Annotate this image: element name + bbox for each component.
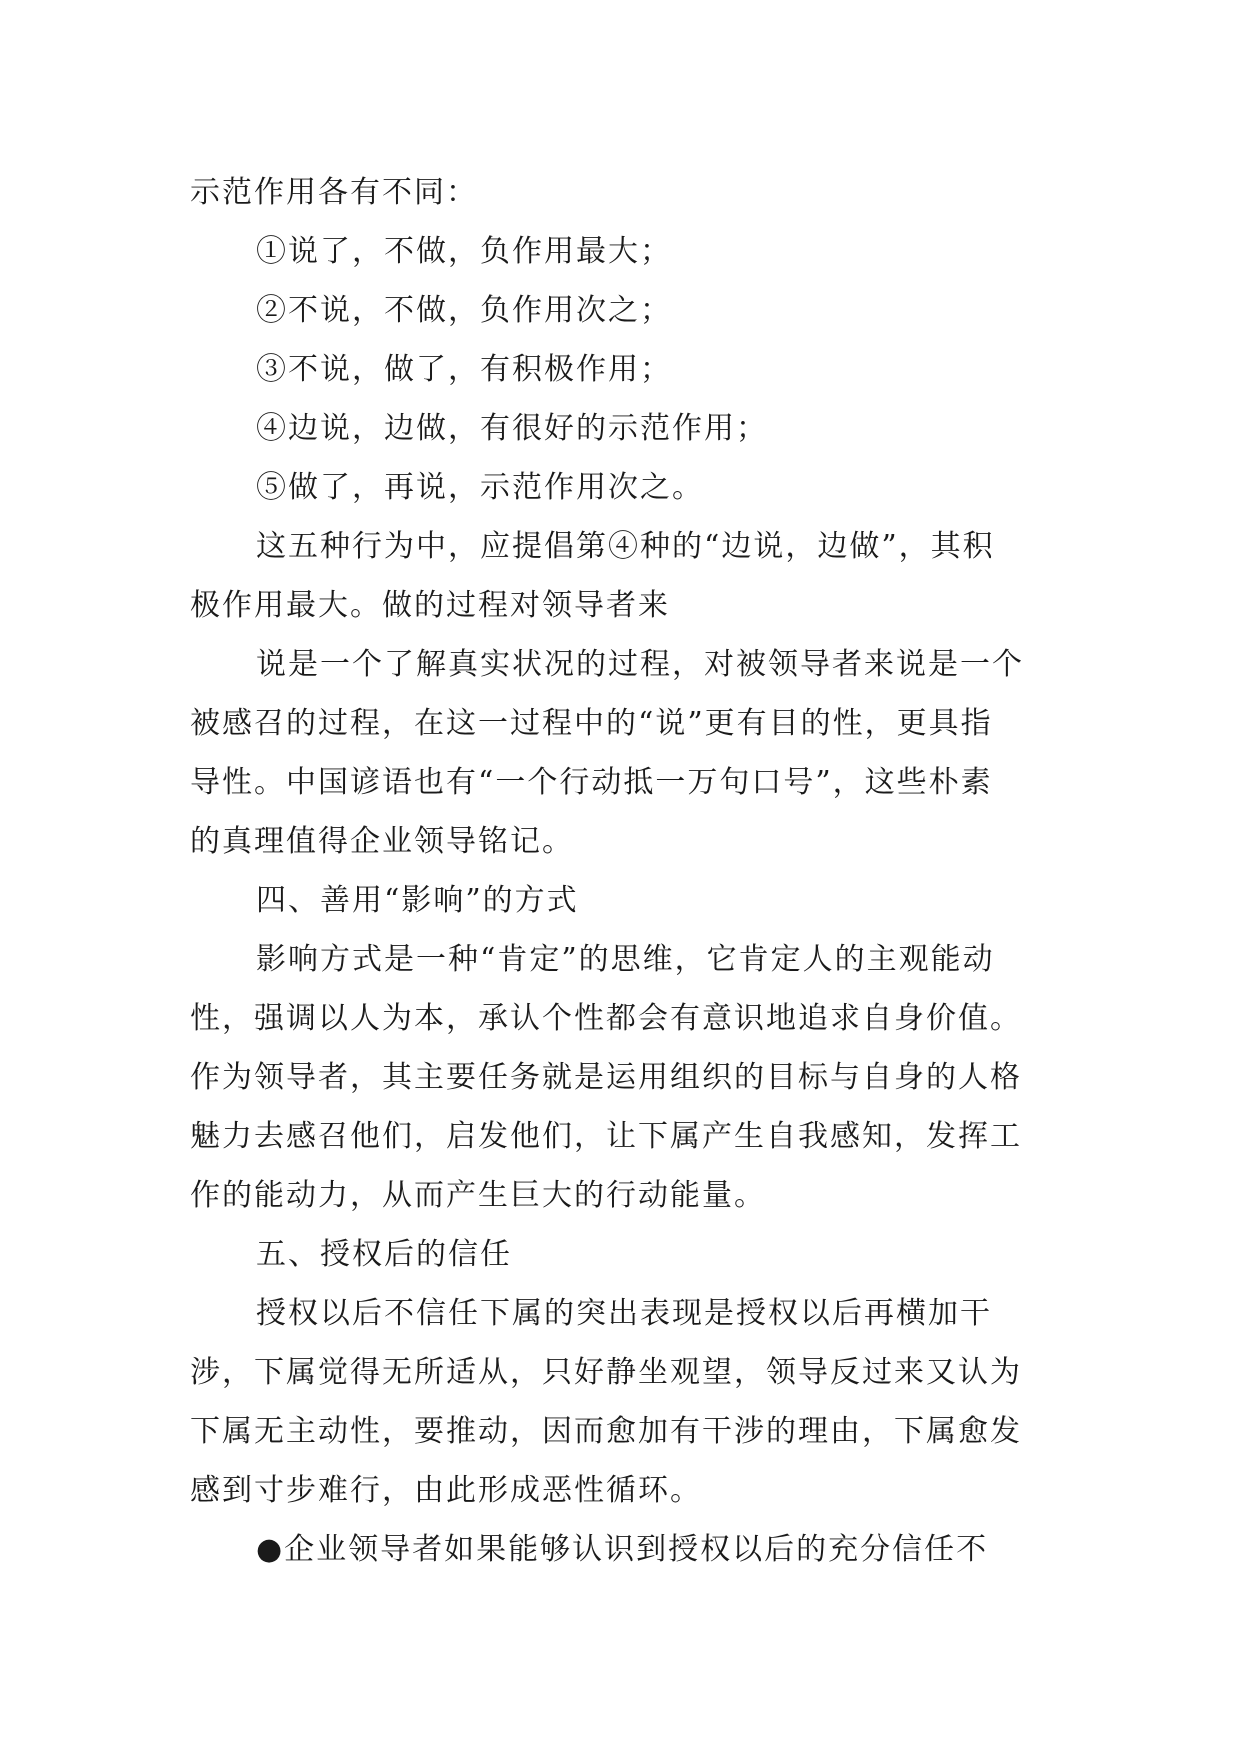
document-body (190, 163, 1050, 1579)
text-line-9: 说是一个了解真实状况的过程，对被领导者来说是一个 (256, 647, 1024, 682)
text-line-21: 涉，下属觉得无所适从，只好静坐观望，领导反过来又认为 (190, 1355, 1022, 1390)
text-line-18: 作的能动力，从而产生巨大的行动能量。 (190, 1178, 766, 1213)
text-line-5: ④边说，边做，有很好的示范作用； (256, 411, 768, 446)
text-line-7: 这五种行为中，应提倡第④种的“边说，边做”，其积 (256, 529, 995, 564)
text-line-16: 作为领导者，其主要任务就是运用组织的目标与自身的人格 (190, 1060, 1022, 1095)
text-line-2: ①说了，不做，负作用最大； (256, 234, 672, 269)
text-line-17: 魅力去感召他们，启发他们，让下属产生自我感知，发挥工 (190, 1119, 1022, 1154)
text-line-15: 性，强调以人为本，承认个性都会有意识地追求自身价值。 (190, 1001, 1022, 1036)
text-line-22: 下属无主动性，要推动，因而愈加有干涉的理由，下属愈发 (190, 1414, 1022, 1449)
section-heading-4: 四、善用“影响”的方式 (256, 883, 579, 918)
text-line-14: 影响方式是一种“肯定”的思维，它肯定人的主观能动 (256, 942, 995, 977)
text-line-4: ③不说，做了，有积极作用； (256, 352, 672, 387)
text-line-1: 示范作用各有不同： (190, 175, 478, 210)
section-heading-5: 五、授权后的信任 (256, 1237, 512, 1272)
text-line-23: 感到寸步难行，由此形成恶性循环。 (190, 1473, 702, 1508)
text-line-24: ●企业领导者如果能够认识到授权以后的充分信任不 (256, 1532, 989, 1567)
text-line-10: 被感召的过程，在这一过程中的“说”更有目的性，更具指 (190, 706, 993, 741)
text-line-12: 的真理值得企业领导铭记。 (190, 824, 574, 859)
text-line-3: ②不说，不做，负作用次之； (256, 293, 672, 328)
text-line-6: ⑤做了，再说，示范作用次之。 (256, 470, 704, 505)
text-line-20: 授权以后不信任下属的突出表现是授权以后再横加干 (256, 1296, 992, 1331)
text-line-11: 导性。中国谚语也有“一个行动抵一万句口号”，这些朴素 (190, 765, 993, 800)
text-line-8: 极作用最大。做的过程对领导者来 (190, 588, 670, 623)
